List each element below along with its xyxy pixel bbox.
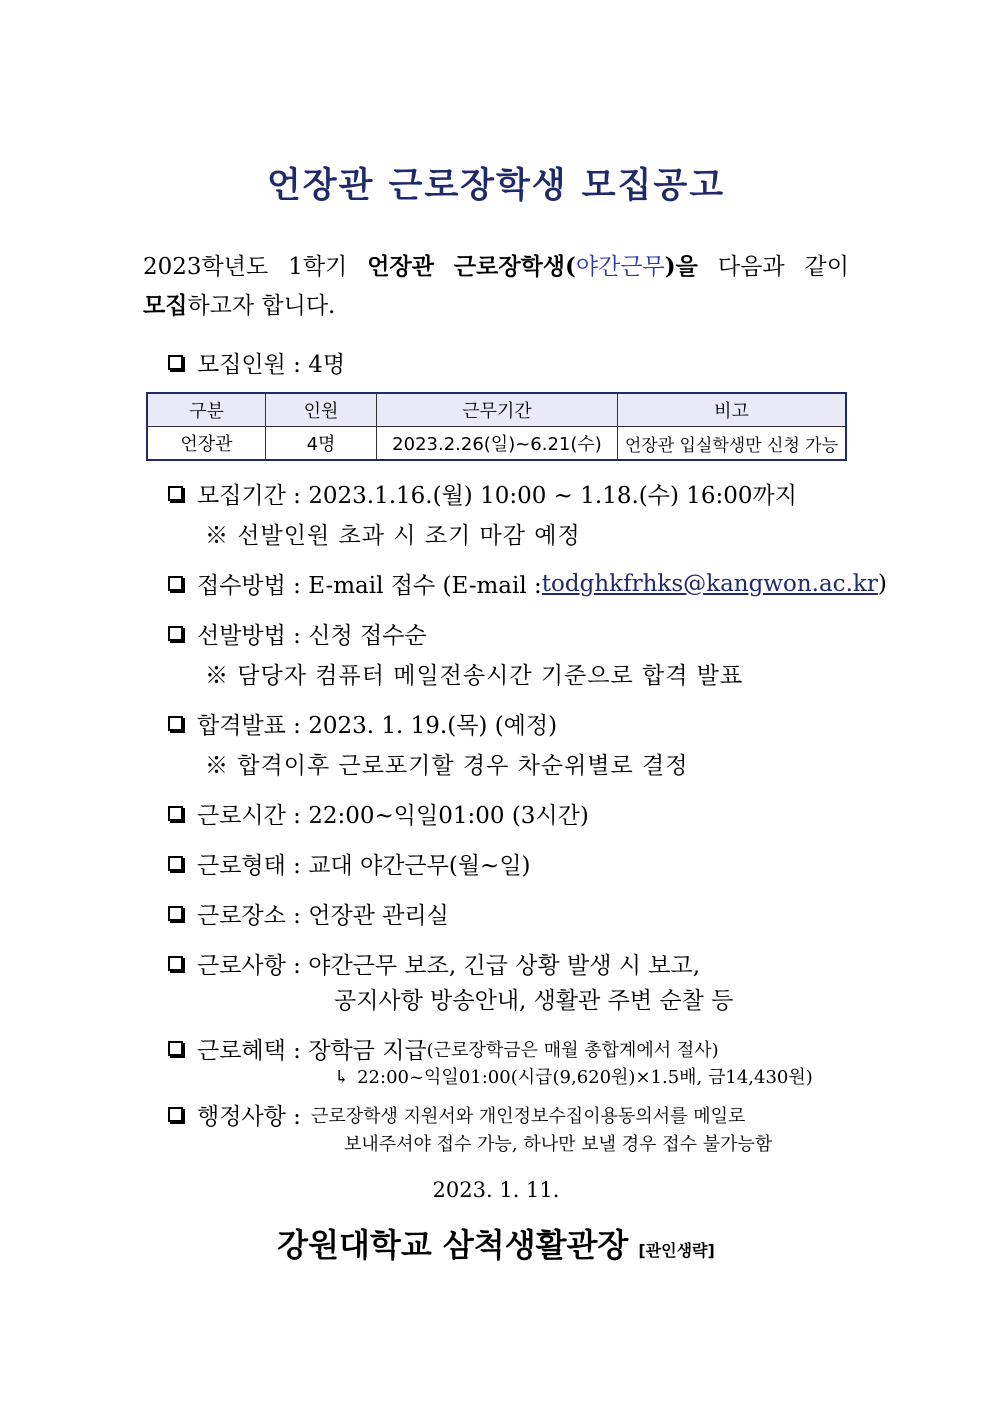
item-announce [168,707,557,740]
item-method [168,567,887,600]
intro-word: )을 [664,253,698,280]
email-link[interactable]: todghkfrhks@kangwon.ac.kr [541,570,878,597]
intro-rest: 하고자 합니다. [187,293,336,319]
recruit-count [168,346,345,379]
seal-note: [관인생략] [638,1241,715,1260]
item-admin-line-2: 보내주셔야 접수 가능, 하나만 보낼 경우 접수 불가능함 [344,1134,773,1155]
page-title: 언장관 근로장학생 모집공고 [266,166,726,206]
item-text: 근로형태 : 교대 야간근무(월~일) [197,853,531,879]
item-duties-line-2: 공지사항 방송안내, 생활관 주변 순찰 등 [334,988,734,1014]
recruit-table [146,392,847,461]
intro-bold: 모집 [143,292,188,319]
benefit-sub [334,1063,813,1089]
table-cell: 언장관 입실학생만 신청 가능 [618,427,847,461]
document-date: 2023. 1. 11. [432,1178,560,1202]
item-text: 근로장소 : 언장관 관리실 [197,903,449,929]
checkbox-bullet-icon [168,576,183,591]
checkbox-bullet-icon [168,956,183,971]
item-text: ) [877,570,887,597]
item-period [168,477,797,510]
table-cell: 4명 [266,427,377,461]
intro-word: 다음과 [717,254,785,280]
intro-night-shift: 야간근무 [575,254,665,280]
item-text: 모집기간 : 2023.1.16.(월) 10:00 ~ 1.18.(수) 16:00까지 [197,483,797,509]
checkbox-bullet-icon [168,1041,183,1056]
table-header-row [147,393,846,427]
checkbox-bullet-icon [168,486,183,501]
item-selection [168,617,427,650]
note-selection: ※ 담당자 컴퓨터 메일전송시간 기준으로 합격 발표 [205,663,744,689]
item-text: 접수방법 : E-mail 접수 (E-mail : [197,573,542,599]
note-period: ※ 선발인원 초과 시 조기 마감 예정 [205,523,581,549]
organization-name: 강원대학교 삼척생활관장 [277,1226,629,1264]
checkbox-bullet-icon [168,716,183,731]
item-text: 근로사항 : 야간근무 보조, 긴급 상황 발생 시 보고, [197,953,701,979]
benefit-sub-text: 22:00~익일01:00(시급(9,620원)×1.5배, 금14,430원) [357,1067,813,1088]
table-row [147,427,846,461]
item-text: 행정사항 : [197,1104,301,1130]
table-cell: 언장관 [147,427,266,461]
item-text-small: 근로장학생 지원서와 개인정보수집이용동의서를 메일로 [310,1105,746,1127]
intro-line-2 [143,287,335,320]
checkbox-bullet-icon [168,906,183,921]
note-announce: ※ 합격이후 근로포기할 경우 차순위별로 결정 [205,753,689,779]
intro-word: 1학기 [288,254,348,280]
table-header: 인원 [266,393,377,427]
item-benefit [168,1032,719,1065]
item-text: 합격발표 : 2023. 1. 19.(목) (예정) [197,713,558,739]
intro-word: 2023학년도 [143,254,269,280]
checkbox-bullet-icon [168,355,183,370]
item-text: 근로혜택 : 장학금 지급 [197,1038,427,1064]
checkbox-bullet-icon [168,806,183,821]
table-header: 근무기간 [377,393,618,427]
item-hours [168,797,589,830]
item-type [168,847,531,880]
intro-line-1 [143,248,849,281]
arrow-return-icon: ↳ [334,1067,350,1088]
item-text: 근로시간 : 22:00~익일01:00 (3시간) [197,803,589,829]
intro-word: 근로장학생( [453,253,576,280]
checkbox-bullet-icon [168,1107,183,1122]
table-header: 구분 [147,393,266,427]
item-place [168,897,449,930]
table-cell: 2023.2.26(일)~6.21(수) [377,427,618,461]
checkbox-bullet-icon [168,626,183,641]
recruit-count-label: 모집인원 : 4명 [197,352,346,378]
item-duties [168,947,700,980]
item-text-small: (근로장학금은 매월 총합계에서 절사) [426,1039,719,1061]
checkbox-bullet-icon [168,856,183,871]
table-header: 비고 [618,393,847,427]
item-admin [168,1098,745,1131]
intro-word: 언장관 [367,253,434,280]
intro-word: 같이 [804,254,849,280]
organization-signature [0,1220,992,1266]
item-text: 선발방법 : 신청 접수순 [197,623,427,649]
